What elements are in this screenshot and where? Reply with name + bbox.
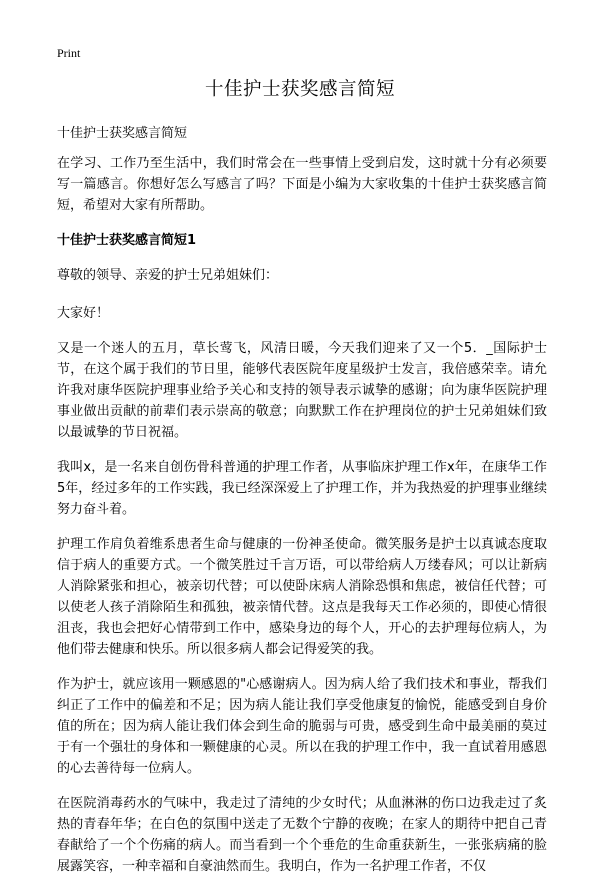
salutation: 尊敬的领导、亲爱的护士兄弟姐妹们： — [57, 268, 279, 283]
body-paragraph-5: 在医院消毒药水的气味中，我走过了清纯的少女时代；从血淋淋的伤口边我走过了炙热的青春年华；在白色的氛围中送走了无数个宁静的夜晚；在家人的期待中把自己青春献给了一个个伤痛的病人。而当看到一个个垂危的生命重获新生，一张张病痛的脸展露笑容，一种幸福和自豪油然而生。我明白，作为一名护理工作者，不仅 — [57, 796, 547, 874]
print-link[interactable]: Print — [57, 46, 81, 60]
body-paragraph-2: 我叫x，是一名来自创伤骨科普通的护理工作者，从事临床护理工作x年，在康华工作5年，经过多年的工作实践，我已经深深爱上了护理工作，并为我热爱的护理事业继续努力奋斗着。 — [57, 460, 547, 517]
body-paragraph-4: 作为护士，就应该用一颗感恩的"心感谢病人。因为病人给了我们技术和事业，帮我们纠正了工作中的偏差和不足；因为病人能让我们享受他康复的愉悦，能感受到自身价值的所在；因为病人能让我们体会到生命的脆弱与可贵，感受到生命中最美丽的莫过于有一个强壮的身体和一颗健康的心灵。所以在我的护理工作中，我一直试着用感恩的心去善待每一位病人。 — [57, 677, 547, 776]
section-heading: 十佳护士获奖感言简短1 — [57, 233, 197, 248]
page-title: 十佳护士获奖感言简短 — [204, 79, 395, 100]
article-body — [57, 123, 547, 877]
body-paragraph-1: 又是一个迷人的五月，草长莺飞，风清日暖，今天我们迎来了又一个5．_国际护士节，在这个属于我们的节日里，能够代表医院年度星级护士发言，我倍感荣幸。请允许我对康华医院护理事业给予关心和支持的领导表示诚挚的感谢；向为康华医院护理事业做出贡献的前辈们表示崇高的敬意；向默默工作在护理岗位的护士兄弟姐妹们致以最诚挚的节日祝福。 — [57, 341, 547, 440]
intro-paragraph: 在学习、工作乃至生活中，我们时常会在一些事情上受到启发，这时就十分有必须要写一篇感言。你想好怎么写感言了吗？下面是小编为大家收集的十佳护士获奖感言简短，希望对大家有所帮助。 — [57, 156, 547, 213]
greeting: 大家好！ — [57, 306, 110, 321]
body-paragraph-3: 护理工作肩负着维系患者生命与健康的一份神圣使命。微笑服务是护士以真诚态度取信于病人的重要方式。一个微笑胜过千言万语，可以带给病人万缕春风；可以让新病人消除紧张和担心，被亲切代替；可以使卧床病人消除恐惧和焦虑，被信任代替；可以使老人孩子消除陌生和孤独，被亲情代替。这点是我每天工作必须的，即使心情很沮丧，我也会把好心情带到工作中，感染身边的每个人，开心的去护理每位病人，为他们带去健康和快乐。所以很多病人都会记得爱笑的我。 — [57, 537, 547, 657]
intro-title: 十佳护士获奖感言简短 — [57, 126, 188, 141]
